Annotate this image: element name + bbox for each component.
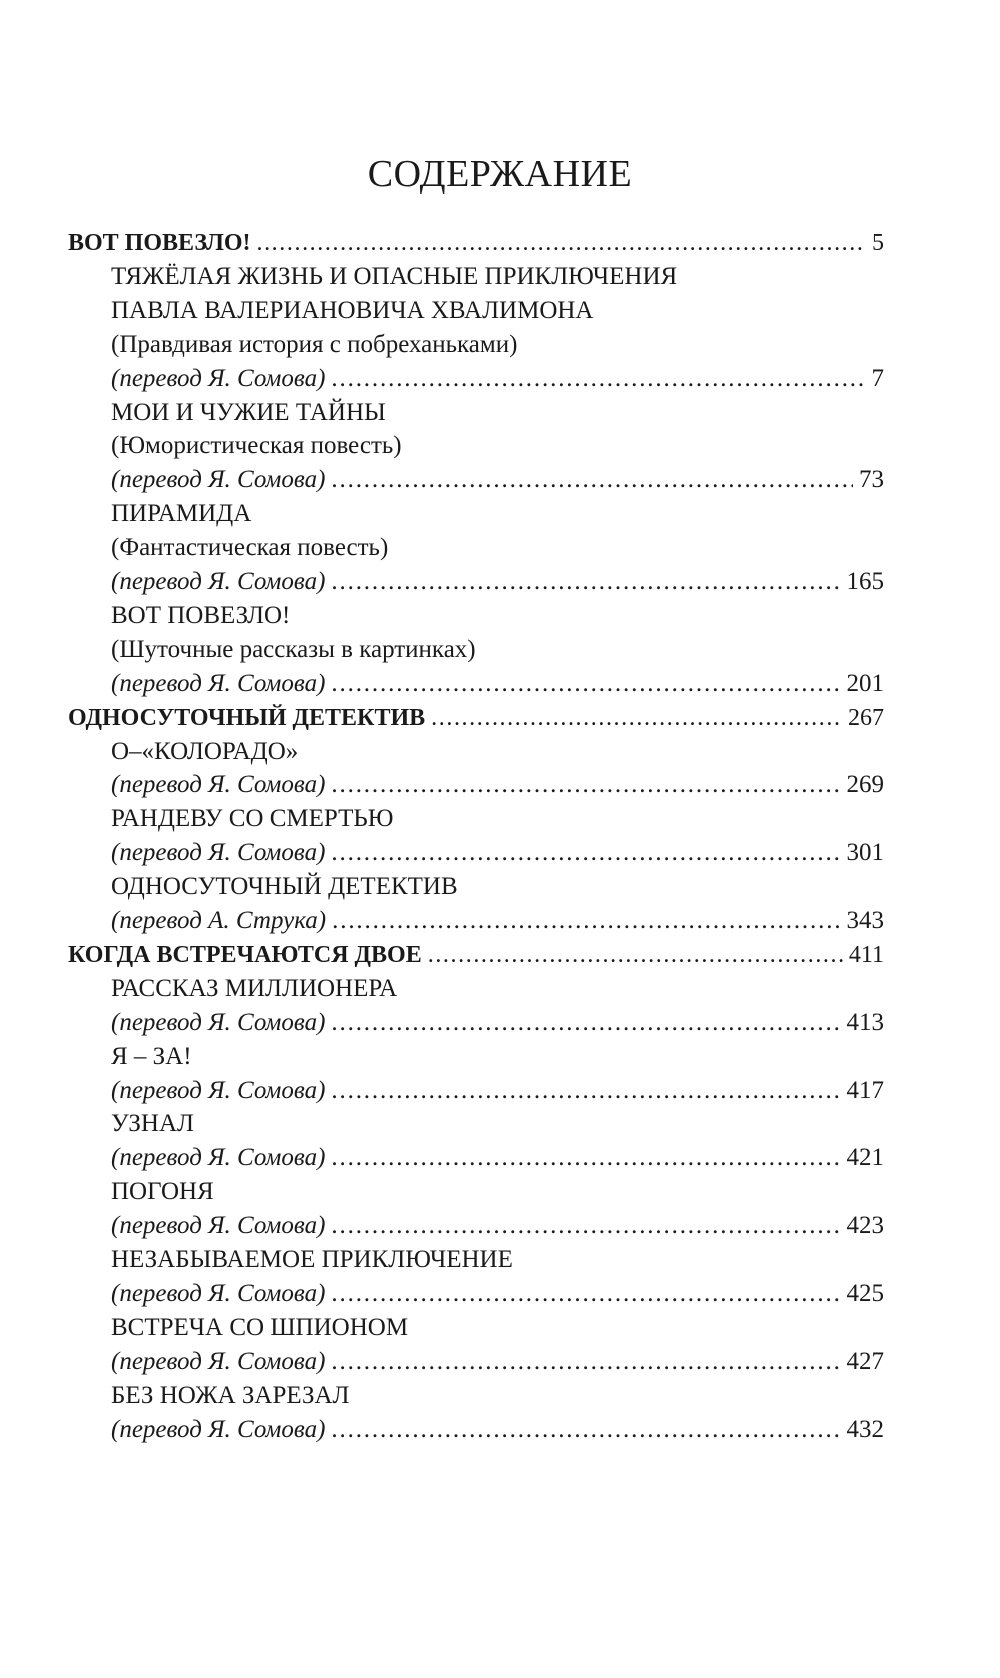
entry-title: ТЯЖЁЛАЯ ЖИЗНЬ И ОПАСНЫЕ ПРИКЛЮЧЕНИЯ bbox=[111, 262, 678, 290]
page-number: 413 bbox=[846, 1008, 884, 1036]
toc-section bbox=[68, 226, 884, 260]
toc-translator-line-text: (перевод Я. Сомова) bbox=[111, 364, 326, 392]
page-number: 201 bbox=[846, 669, 884, 697]
toc-translator-line-text: (перевод Я. Сомова) bbox=[111, 1212, 326, 1240]
toc-translator-line bbox=[111, 1141, 884, 1175]
entry-title: (Юмористическая повесть) bbox=[111, 432, 402, 460]
entry-title: ПИРАМИДА bbox=[111, 500, 252, 528]
toc-entry-line bbox=[111, 1243, 884, 1277]
toc-translator-line bbox=[111, 1006, 884, 1040]
toc-entry-line bbox=[111, 599, 884, 633]
toc-entry-line bbox=[111, 497, 884, 531]
toc-entry-line bbox=[111, 328, 884, 362]
dot-leader bbox=[331, 362, 865, 396]
toc-entry-line bbox=[111, 260, 884, 294]
toc-translator-line bbox=[111, 1345, 884, 1379]
page-number: 417 bbox=[846, 1076, 884, 1104]
page-number: 432 bbox=[846, 1415, 884, 1443]
toc-entry-line bbox=[111, 429, 884, 463]
entry-title: МОИ И ЧУЖИЕ ТАЙНЫ bbox=[111, 398, 386, 426]
toc-section bbox=[68, 701, 884, 735]
entry-title: О–«КОЛОРАДО» bbox=[111, 737, 299, 765]
toc-entry-line bbox=[111, 972, 884, 1006]
dot-leader bbox=[256, 226, 866, 260]
dot-leader bbox=[331, 1006, 840, 1040]
page-number: 423 bbox=[846, 1212, 884, 1240]
page-number: 165 bbox=[846, 568, 884, 595]
toc-entry-line bbox=[111, 802, 884, 836]
toc-entry-line bbox=[111, 1107, 884, 1141]
toc-section-text: КОГДА ВСТРЕЧАЮТСЯ ДВОЕ bbox=[68, 941, 422, 968]
page-number: 269 bbox=[846, 771, 884, 799]
page-number: 411 bbox=[848, 941, 884, 968]
dot-leader bbox=[332, 904, 840, 938]
toc-translator-line bbox=[111, 1074, 884, 1108]
page-number: 421 bbox=[846, 1144, 884, 1172]
dot-leader bbox=[331, 1141, 840, 1175]
entry-title: ОДНОСУТОЧНЫЙ ДЕТЕКТИВ bbox=[111, 873, 458, 901]
dot-leader bbox=[331, 667, 840, 701]
toc-entry-line bbox=[111, 531, 884, 565]
toc-entry-line bbox=[111, 1311, 884, 1345]
entry-title: ПАВЛА ВАЛЕРИАНОВИЧА ХВАЛИМОНА bbox=[111, 296, 594, 324]
dot-leader bbox=[331, 463, 853, 497]
toc-entry-line bbox=[111, 735, 884, 769]
toc-translator-line bbox=[111, 768, 884, 802]
page-number: 343 bbox=[846, 907, 884, 934]
toc-translator-line bbox=[111, 836, 884, 870]
page-number: 301 bbox=[846, 839, 884, 867]
entry-title: РАССКАЗ МИЛЛИОНЕРА bbox=[111, 974, 398, 1002]
toc-entry-line bbox=[111, 1040, 884, 1074]
entry-title: УЗНАЛ bbox=[111, 1110, 194, 1138]
toc-translator-line bbox=[111, 904, 884, 938]
toc-translator-line bbox=[111, 667, 884, 701]
entry-title: ВОТ ПОВЕЗЛО! bbox=[111, 601, 291, 629]
entry-title: РАНДЕВУ СО СМЕРТЬЮ bbox=[111, 805, 394, 833]
toc-translator-line-text: (перевод Я. Сомова) bbox=[111, 1144, 326, 1172]
toc-translator-line-text: (перевод Я. Сомова) bbox=[111, 669, 326, 697]
dot-leader bbox=[331, 1413, 840, 1447]
toc-translator-line-text: (перевод Я. Сомова) bbox=[111, 1076, 326, 1104]
page-number: 427 bbox=[846, 1347, 884, 1375]
toc-translator-line-text: (перевод Я. Сомова) bbox=[111, 1347, 326, 1375]
entry-title: (Фантастическая повесть) bbox=[111, 534, 389, 562]
toc-translator-line bbox=[111, 362, 884, 396]
toc-translator-line bbox=[111, 463, 884, 497]
toc-translator-line bbox=[111, 1277, 884, 1311]
entry-title: ПОГОНЯ bbox=[111, 1178, 214, 1206]
page-number: 7 bbox=[871, 364, 884, 392]
entry-title: НЕЗАБЫВАЕМОЕ ПРИКЛЮЧЕНИЕ bbox=[111, 1246, 513, 1273]
toc-translator-line bbox=[111, 1209, 884, 1243]
toc-entry-line bbox=[111, 1175, 884, 1209]
toc-entry-line bbox=[111, 1379, 884, 1413]
dot-leader bbox=[331, 836, 840, 870]
dot-leader bbox=[331, 1277, 840, 1311]
toc-section-text: ОДНОСУТОЧНЫЙ ДЕТЕКТИВ bbox=[68, 704, 426, 731]
toc-translator-line-text: (перевод Я. Сомова) bbox=[111, 771, 326, 799]
entry-title: (Правдивая история с побреханьками) bbox=[111, 330, 518, 358]
entry-title: БЕЗ НОЖА ЗАРЕЗАЛ bbox=[111, 1381, 350, 1409]
toc-entry-line bbox=[111, 633, 884, 667]
dot-leader bbox=[431, 701, 842, 735]
toc-translator-line-text: (перевод А. Струка) bbox=[111, 907, 327, 934]
entry-title: ВСТРЕЧА СО ШПИОНОМ bbox=[111, 1313, 409, 1341]
toc-entry-line bbox=[111, 294, 884, 328]
toc-translator-line-text: (перевод Я. Сомова) bbox=[111, 466, 326, 494]
toc-entry-line bbox=[111, 870, 884, 904]
dot-leader bbox=[331, 1074, 840, 1108]
toc-translator-line-text: (перевод Я. Сомова) bbox=[111, 1279, 326, 1307]
toc-translator-line-text: (перевод Я. Сомова) bbox=[111, 839, 326, 867]
toc-section bbox=[68, 938, 884, 972]
page-number: 5 bbox=[872, 230, 884, 256]
toc-translator-line bbox=[111, 565, 884, 599]
toc-translator-line-text: (перевод Я. Сомова) bbox=[111, 1008, 326, 1036]
toc-section-text: ВОТ ПОВЕЗЛО! bbox=[68, 230, 251, 256]
page-number: 267 bbox=[848, 704, 884, 731]
page-number: 425 bbox=[846, 1279, 884, 1307]
page-title: СОДЕРЖАНИЕ bbox=[367, 153, 633, 195]
toc-translator-line-text: (перевод Я. Сомова) bbox=[111, 568, 326, 595]
entry-title: Я – ЗА! bbox=[111, 1042, 192, 1070]
dot-leader bbox=[331, 565, 840, 599]
toc-translator-line bbox=[111, 1413, 884, 1447]
dot-leader bbox=[428, 938, 843, 972]
dot-leader bbox=[331, 1209, 840, 1243]
entry-title: (Шуточные рассказы в картинках) bbox=[111, 635, 476, 663]
dot-leader bbox=[331, 1345, 840, 1379]
toc-translator-line-text: (перевод Я. Сомова) bbox=[111, 1415, 326, 1443]
dot-leader bbox=[331, 768, 840, 802]
page-number: 73 bbox=[859, 466, 884, 494]
toc-entry-line bbox=[111, 396, 884, 430]
